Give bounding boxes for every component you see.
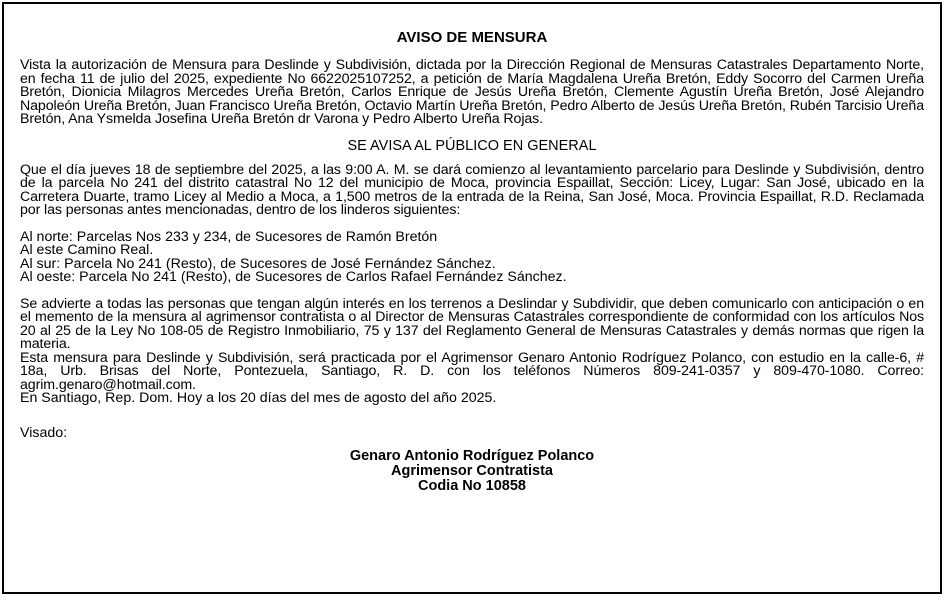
signer-codia: Codia No 10858 [418, 477, 526, 494]
signature-block [20, 449, 924, 494]
signer-role: Agrimensor Contratista [391, 462, 553, 479]
signer-name: Genaro Antonio Rodríguez Polanco [349, 447, 595, 464]
boundaries-list [20, 228, 924, 285]
advisory-paragraph: Se advierte a todas las personas que tengan algún interés en los terrenos a Deslindar y Subdividir, que deben comunicarlo con anticipación o en el memento de la mensura al agrimensor contratista o al Director de Mensuras Catastrales correspondiente de conformidad con los artículos Nos 20 al 25 de la Ley No 108-05 de Registro Inmobiliario, 75 y 137 del Reglamento General de Mensuras Catastrales y demás normas que rigen la materia. [20, 295, 924, 352]
visado-label: Visado: [20, 424, 68, 441]
notice-title: AVISO DE MENSURA [396, 29, 548, 46]
boundary-south: Al sur: Parcela No 241 (Resto), de Sucesores de José Fernández Sánchez. [20, 255, 496, 272]
notice-subheading: SE AVISA AL PÚBLICO EN GENERAL [347, 137, 597, 154]
boundary-east: Al este Camino Real. [20, 242, 154, 258]
boundary-north: Al norte: Parcelas Nos 233 y 234, de Sucesores de Ramón Bretón [20, 228, 438, 245]
announcement-paragraph: Que el día jueves 18 de septiembre del 2025, a las 9:00 A. M. se dará comienzo al levantamiento parcelario para Deslinde y Subdivisión, dentro de la parcela No 241 del distrito catastral No 12 del municipio de Moca, provincia Espaillat, Sección: Licey, Lugar: San José, ubicado en la Carretera Duarte, tramo Licey al Medio a Moca, a 1,500 metros de la entrada de la Reina, San José, Moca. Provincia Espaillat, R.D. Reclamada por las personas antes mencionadas, dentro de los linderos siguientes: [20, 161, 924, 218]
practice-paragraph: Esta mensura para Deslinde y Subdivisión, será practicada por el Agrimensor Genaro Antonio Rodríguez Polanco, con estudio en la calle-6, # 18a, Urb. Brisas del Norte, Pontezuela, Santiago, R. D. con los teléfonos Números 809-241-0357 y 809-470-1080. Correo: agrim.genaro@hotmail.com. [20, 349, 924, 393]
notice-box [2, 2, 942, 594]
intro-paragraph: Vista la autorización de Mensura para Deslinde y Subdivisión, dictada por la Dirección Regional de Mensuras Catastrales Departamento Norte, en fecha 11 de julio del 2025, expediente No 6622025107252, a petición de María Magdalena Ureña Bretón, Eddy Socorro del Carmen Ureña Bretón, Dionicia Milagros Mercedes Ureña Bretón, Carlos Enrique de Jesús Ureña Bretón, Clemente Agustín Ureña Bretón, José Alejandro Napoleón Ureña Bretón, Juan Francisco Ureña Bretón, Octavio Martín Ureña Bretón, Pedro Alberto de Jesús Ureña Bretón, Rubén Tarcisio Ureña Bretón, Ana Ysmelda Josefina Ureña Bretón dr Varona y Pedro Alberto Ureña Rojas. [20, 57, 924, 127]
boundary-west: Al oeste: Parcela No 241 (Resto), de Sucesores de Carlos Rafael Fernández Sánchez. [20, 269, 567, 285]
place-date: En Santiago, Rep. Dom. Hoy a los 20 días del mes de agosto del año 2025. [20, 390, 497, 406]
